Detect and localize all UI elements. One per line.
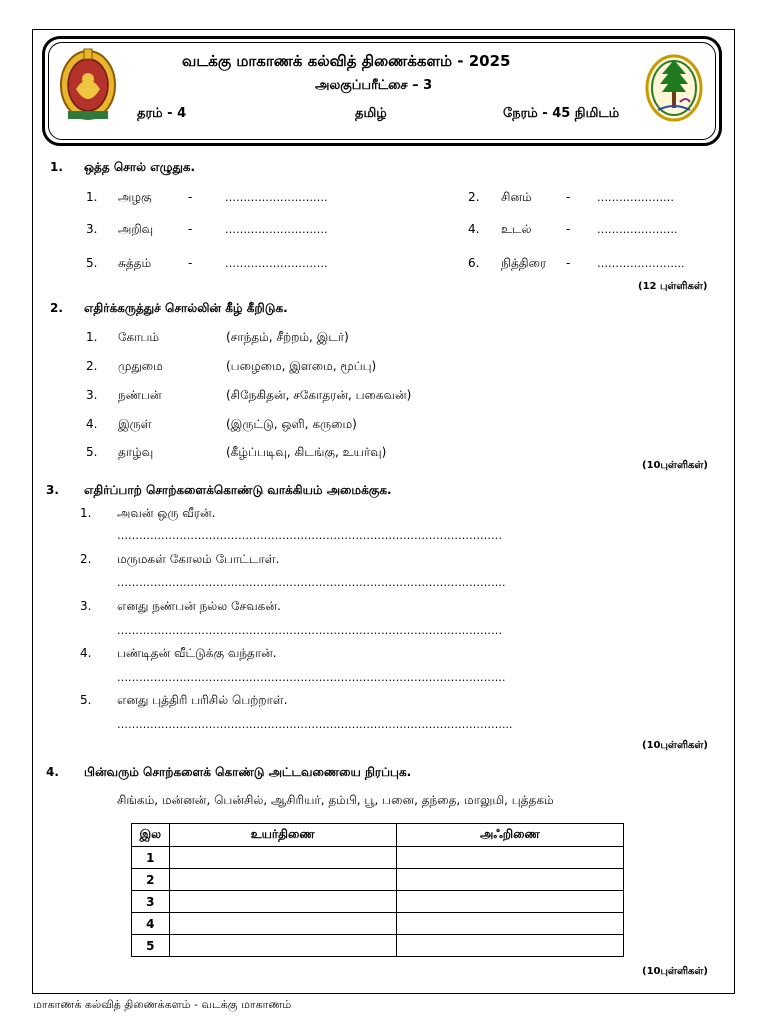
q3-item-sentence: மருமகள் கோலம் போட்டாள்.: [117, 552, 280, 566]
q1-answer-blank[interactable]: …………………: [597, 191, 674, 204]
q1-dash: -: [566, 256, 571, 270]
q4-word-list: சிங்கம், மன்னன், பென்சில், ஆசிரியர், தம்பி, பூ, பனை, தந்தை, மாலுமி, புத்தகம்: [117, 793, 554, 807]
q1-item-number: 2.: [468, 190, 480, 204]
q3-marks: (10புள்ளிகள்): [642, 740, 708, 751]
q1-title: ஒத்த சொல் எழுதுக.: [84, 160, 196, 174]
q4-title: பின்வரும் சொற்களைக் கொண்டு அட்டவணையை நிரப்புக.: [84, 765, 412, 779]
table-row: [132, 913, 624, 935]
header-subject: தமிழ்: [355, 106, 387, 121]
rational-cell[interactable]: [169, 891, 396, 913]
q2-item-number: 2.: [86, 359, 98, 373]
q1-dash: -: [188, 190, 193, 204]
q3-answer-line[interactable]: ……………………………………………………………………………………………: [117, 624, 502, 637]
irrational-cell[interactable]: [396, 891, 623, 913]
header-grade: தரம் - 4: [137, 106, 187, 121]
row-number: 2: [132, 869, 170, 891]
q1-item-word: உடல்: [501, 222, 532, 236]
table-row: [132, 891, 624, 913]
q3-number: 3.: [46, 483, 59, 497]
irrational-cell[interactable]: [396, 847, 623, 869]
table-row: [132, 869, 624, 891]
q3-answer-line[interactable]: …………………………………………………………………………………………….: [117, 671, 506, 684]
rational-cell[interactable]: [169, 869, 396, 891]
q2-item-word: கோபம்: [118, 330, 160, 344]
header-subtitle: அலகுப்பரீட்சை – 3: [315, 78, 433, 93]
q1-answer-blank[interactable]: ……………………….: [225, 191, 328, 204]
q4-number: 4.: [46, 765, 59, 779]
table-row: [132, 847, 624, 869]
q1-item-word: சுத்தம்: [118, 256, 152, 270]
q2-item-options[interactable]: (சிநேகிதன், சகோதரன், பகைவன்): [226, 388, 412, 402]
q3-item-number: 1.: [80, 506, 92, 520]
table-header-irrational: அஃறிணை: [396, 824, 623, 847]
q2-item-word: இருள்: [118, 417, 152, 431]
q2-marks: (10புள்ளிகள்): [642, 460, 708, 471]
department-logo-icon: [644, 50, 704, 130]
q1-item-number: 5.: [86, 256, 98, 270]
q2-item-number: 1.: [86, 330, 98, 344]
q1-marks: (12 புள்ளிகள்): [638, 281, 708, 292]
q1-dash: -: [566, 222, 571, 236]
q2-item-options[interactable]: (கீழ்ப்படிவு, கிடங்கு, உயர்வு): [226, 445, 387, 459]
classification-table: [131, 823, 624, 957]
q1-item-number: 3.: [86, 222, 98, 236]
q2-item-options[interactable]: (இருட்டு, ஒளி, கருமை): [226, 417, 357, 431]
q3-item-sentence: அவன் ஒரு வீரன்.: [117, 506, 216, 520]
q2-title: எதிர்க்கருத்துச் சொல்லின் கீழ் கீறிடுக.: [84, 301, 288, 315]
irrational-cell[interactable]: [396, 935, 623, 957]
q1-item-word: அறிவு: [118, 222, 154, 236]
row-number: 1: [132, 847, 170, 869]
q2-item-number: 4.: [86, 417, 98, 431]
national-emblem-icon: [58, 45, 118, 123]
q2-item-word: நண்பன்: [118, 388, 162, 402]
table-header-number: இல: [132, 824, 170, 847]
q2-item-word: முதுமை: [118, 359, 163, 373]
header-title: வடக்கு மாகாணக் கல்வித் திணைக்களம் - 2025: [182, 52, 511, 70]
q1-item-number: 1.: [86, 190, 98, 204]
table-row: [132, 935, 624, 957]
row-number: 5: [132, 935, 170, 957]
q3-item-sentence: எனது புத்திரி பரிசில் பெற்றாள்.: [117, 693, 288, 707]
page-footer: மாகாணக் கல்வித் திணைக்களம் - வடக்கு மாகாணம்: [33, 998, 292, 1011]
q3-item-number: 4.: [80, 646, 92, 660]
table-header-row: [132, 824, 624, 847]
q1-item-number: 6.: [468, 256, 480, 270]
row-number: 4: [132, 913, 170, 935]
q1-answer-blank[interactable]: ……………………….: [225, 257, 328, 270]
row-number: 3: [132, 891, 170, 913]
header-time: நேரம் - 45 நிமிடம்: [503, 106, 620, 121]
q1-answer-blank[interactable]: ………………….: [597, 223, 678, 236]
q1-dash: -: [566, 190, 571, 204]
q2-item-options[interactable]: (பழைமை, இளமை, மூப்பு): [226, 359, 377, 373]
q2-item-number: 5.: [86, 445, 98, 459]
q1-dash: -: [188, 256, 193, 270]
q1-dash: -: [188, 222, 193, 236]
q2-number: 2.: [50, 301, 63, 315]
table-header-rational: உயர்திணை: [169, 824, 396, 847]
rational-cell[interactable]: [169, 847, 396, 869]
q1-answer-blank[interactable]: …………………...: [597, 257, 685, 270]
q3-title: எதிர்ப்பாற் சொற்களைக்கொண்டு வாக்கியம் அமைக்குக.: [84, 483, 392, 497]
q3-item-sentence: பண்டிதன் வீட்டுக்கு வந்தான்.: [117, 646, 277, 660]
q1-item-word: நித்திரை: [501, 256, 547, 270]
rational-cell[interactable]: [169, 935, 396, 957]
q3-item-number: 3.: [80, 599, 92, 613]
q3-item-number: 2.: [80, 552, 92, 566]
irrational-cell[interactable]: [396, 913, 623, 935]
q3-answer-line[interactable]: …………………………………………………………………………………………….: [117, 576, 506, 589]
q1-number: 1.: [50, 160, 63, 174]
q4-marks: (10புள்ளிகள்): [642, 966, 708, 977]
q1-item-number: 4.: [468, 222, 480, 236]
q1-item-word: சினம்: [501, 190, 532, 204]
q3-answer-line[interactable]: ……………………………………………………………………………………………...: [117, 718, 513, 731]
irrational-cell[interactable]: [396, 869, 623, 891]
q1-answer-blank[interactable]: ……………………….: [225, 223, 328, 236]
q2-item-number: 3.: [86, 388, 98, 402]
q3-item-number: 5.: [80, 693, 92, 707]
rational-cell[interactable]: [169, 913, 396, 935]
q1-item-word: அழகு: [118, 190, 152, 204]
q3-answer-line[interactable]: ……………………………………………………………………………………………: [117, 529, 502, 542]
q2-item-word: தாழ்வு: [118, 445, 154, 459]
q3-item-sentence: எனது நண்பன் நல்ல சேவகன்.: [117, 599, 281, 613]
q2-item-options[interactable]: (சாந்தம், சீற்றம், இடர்): [226, 330, 349, 344]
